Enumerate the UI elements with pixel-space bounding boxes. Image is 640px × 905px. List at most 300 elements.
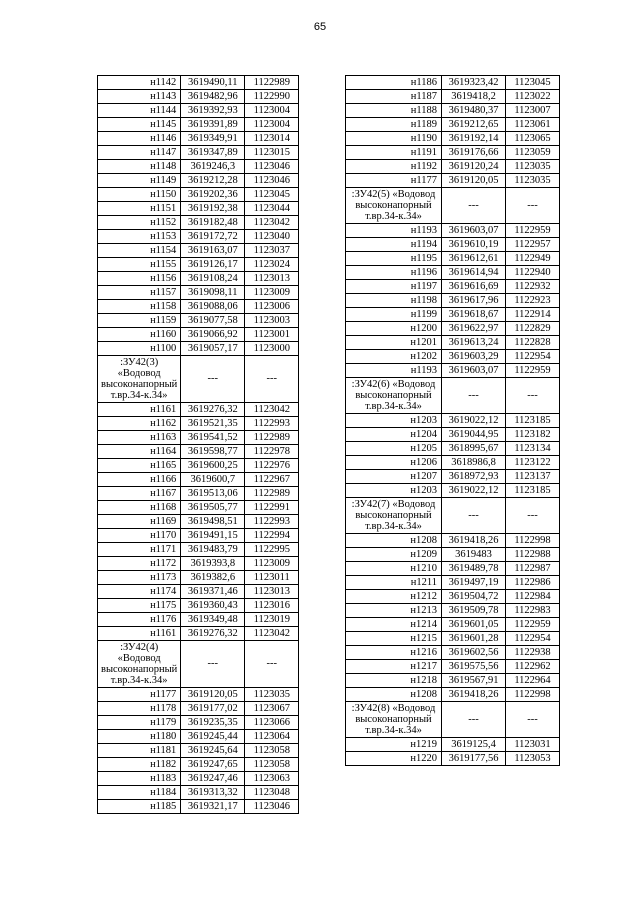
table-row: [346, 534, 560, 548]
group-label-cell: :ЗУ42(5) «Водовод высоконапорный т.вр.34-к.34»: [346, 188, 442, 224]
y-coordinate-cell: 1123042: [245, 627, 299, 641]
point-name-cell: н1143: [98, 90, 181, 104]
y-coordinate-cell: 1123134: [506, 442, 560, 456]
table-row: [98, 174, 299, 188]
y-coordinate-cell: 1123003: [245, 314, 299, 328]
point-name-cell: н1210: [346, 562, 442, 576]
table-row: [98, 515, 299, 529]
y-coordinate-cell: 1123046: [245, 160, 299, 174]
x-coordinate-cell: 3619235,35: [181, 716, 245, 730]
table-row: [98, 501, 299, 515]
x-coordinate-cell: 3619347,89: [181, 146, 245, 160]
x-coordinate-cell: 3619349,48: [181, 613, 245, 627]
y-coordinate-cell: 1123046: [245, 800, 299, 814]
x-coordinate-cell: 3619509,78: [442, 604, 506, 618]
y-coordinate-cell: 1122954: [506, 632, 560, 646]
x-coordinate-cell: 3619247,46: [181, 772, 245, 786]
point-name-cell: н1218: [346, 674, 442, 688]
point-name-cell: н1149: [98, 174, 181, 188]
point-name-cell: н1197: [346, 280, 442, 294]
table-row: [98, 188, 299, 202]
point-name-cell: н1201: [346, 336, 442, 350]
y-coordinate-cell: 1122995: [245, 543, 299, 557]
x-coordinate-cell: 3619313,32: [181, 786, 245, 800]
table-row: [346, 548, 560, 562]
table-row: [98, 702, 299, 716]
x-coordinate-cell: ---: [442, 498, 506, 534]
table-row: [98, 300, 299, 314]
point-name-cell: н1159: [98, 314, 181, 328]
y-coordinate-cell: 1123046: [245, 174, 299, 188]
table-row: [346, 456, 560, 470]
y-coordinate-cell: 1123009: [245, 557, 299, 571]
table-row: [98, 118, 299, 132]
x-coordinate-cell: 3618986,8: [442, 456, 506, 470]
x-coordinate-cell: 3619177,56: [442, 752, 506, 766]
table-row: [98, 473, 299, 487]
table-row: [98, 216, 299, 230]
x-coordinate-cell: 3619602,56: [442, 646, 506, 660]
table-row: [346, 604, 560, 618]
point-name-cell: н1185: [98, 800, 181, 814]
table-row: [346, 266, 560, 280]
x-coordinate-cell: 3619513,06: [181, 487, 245, 501]
x-coordinate-cell: 3618972,93: [442, 470, 506, 484]
y-coordinate-cell: 1122994: [245, 529, 299, 543]
point-name-cell: н1191: [346, 146, 442, 160]
y-coordinate-cell: 1122967: [245, 473, 299, 487]
y-coordinate-cell: 1122923: [506, 294, 560, 308]
point-name-cell: н1156: [98, 272, 181, 286]
point-name-cell: н1217: [346, 660, 442, 674]
table-row: [346, 308, 560, 322]
point-name-cell: н1205: [346, 442, 442, 456]
point-name-cell: н1177: [98, 688, 181, 702]
x-coordinate-cell: 3619120,05: [181, 688, 245, 702]
x-coordinate-cell: 3619391,89: [181, 118, 245, 132]
table-row: [346, 336, 560, 350]
x-coordinate-cell: ---: [181, 356, 245, 403]
x-coordinate-cell: ---: [442, 378, 506, 414]
point-name-cell: н1206: [346, 456, 442, 470]
y-coordinate-cell: 1122954: [506, 350, 560, 364]
point-name-cell: н1142: [98, 76, 181, 90]
table-row: [98, 132, 299, 146]
table-row: [346, 470, 560, 484]
x-coordinate-cell: 3619418,26: [442, 534, 506, 548]
table-row: [346, 562, 560, 576]
table-row: [346, 104, 560, 118]
table-row: [346, 238, 560, 252]
point-name-cell: н1180: [98, 730, 181, 744]
x-coordinate-cell: 3619182,48: [181, 216, 245, 230]
y-coordinate-cell: 1123009: [245, 286, 299, 300]
y-coordinate-cell: 1123035: [506, 160, 560, 174]
y-coordinate-cell: 1122932: [506, 280, 560, 294]
group-header-row: [346, 702, 560, 738]
x-coordinate-cell: 3619616,69: [442, 280, 506, 294]
x-coordinate-cell: 3619247,65: [181, 758, 245, 772]
y-coordinate-cell: 1123011: [245, 571, 299, 585]
x-coordinate-cell: 3619246,3: [181, 160, 245, 174]
y-coordinate-cell: 1122938: [506, 646, 560, 660]
table-row: [98, 286, 299, 300]
table-row: [346, 280, 560, 294]
x-coordinate-cell: 3619120,24: [442, 160, 506, 174]
table-row: [346, 484, 560, 498]
y-coordinate-cell: 1123007: [506, 104, 560, 118]
table-row: [98, 543, 299, 557]
point-name-cell: н1179: [98, 716, 181, 730]
group-label-cell: :ЗУ42(7) «Водовод высоконапорный т.вр.34-к.34»: [346, 498, 442, 534]
x-coordinate-cell: 3619098,11: [181, 286, 245, 300]
point-name-cell: н1150: [98, 188, 181, 202]
y-coordinate-cell: 1122959: [506, 364, 560, 378]
table-row: [98, 160, 299, 174]
y-coordinate-cell: 1122959: [506, 224, 560, 238]
table-row: [98, 459, 299, 473]
x-coordinate-cell: 3619521,35: [181, 417, 245, 431]
point-name-cell: н1190: [346, 132, 442, 146]
x-coordinate-cell: 3619192,38: [181, 202, 245, 216]
x-coordinate-cell: 3619610,19: [442, 238, 506, 252]
x-coordinate-cell: 3619323,42: [442, 76, 506, 90]
y-coordinate-cell: 1122962: [506, 660, 560, 674]
table-row: [98, 202, 299, 216]
x-coordinate-cell: 3619504,72: [442, 590, 506, 604]
y-coordinate-cell: 1122983: [506, 604, 560, 618]
y-coordinate-cell: 1123004: [245, 118, 299, 132]
group-label-cell: :ЗУ42(3) «Водовод высоконапорный т.вр.34-к.34»: [98, 356, 181, 403]
x-coordinate-cell: 3619382,6: [181, 571, 245, 585]
y-coordinate-cell: 1122940: [506, 266, 560, 280]
x-coordinate-cell: 3619392,93: [181, 104, 245, 118]
y-coordinate-cell: ---: [506, 702, 560, 738]
coordinates-table-left: [97, 75, 299, 814]
point-name-cell: н1204: [346, 428, 442, 442]
y-coordinate-cell: 1123035: [506, 174, 560, 188]
point-name-cell: н1147: [98, 146, 181, 160]
x-coordinate-cell: 3619245,44: [181, 730, 245, 744]
table-row: [98, 314, 299, 328]
table-row: [346, 252, 560, 266]
x-coordinate-cell: 3619212,28: [181, 174, 245, 188]
y-coordinate-cell: ---: [506, 378, 560, 414]
table-row: [346, 576, 560, 590]
y-coordinate-cell: 1123045: [506, 76, 560, 90]
x-coordinate-cell: 3619177,02: [181, 702, 245, 716]
y-coordinate-cell: 1123067: [245, 702, 299, 716]
point-name-cell: н1146: [98, 132, 181, 146]
x-coordinate-cell: 3619360,43: [181, 599, 245, 613]
y-coordinate-cell: 1123185: [506, 414, 560, 428]
table-row: [346, 350, 560, 364]
table-row: [98, 529, 299, 543]
point-name-cell: н1207: [346, 470, 442, 484]
x-coordinate-cell: 3619418,2: [442, 90, 506, 104]
point-name-cell: н1182: [98, 758, 181, 772]
table-row: [98, 445, 299, 459]
x-coordinate-cell: 3619077,58: [181, 314, 245, 328]
table-row: [98, 557, 299, 571]
y-coordinate-cell: 1123045: [245, 188, 299, 202]
table-row: [98, 744, 299, 758]
table-row: [346, 146, 560, 160]
group-label-cell: :ЗУ42(6) «Водовод высоконапорный т.вр.34-к.34»: [346, 378, 442, 414]
point-name-cell: н1202: [346, 350, 442, 364]
y-coordinate-cell: 1123066: [245, 716, 299, 730]
table-row: [98, 431, 299, 445]
point-name-cell: н1175: [98, 599, 181, 613]
y-coordinate-cell: ---: [245, 641, 299, 688]
right-table-body: [346, 76, 560, 766]
table-row: [346, 646, 560, 660]
table-row: [346, 674, 560, 688]
x-coordinate-cell: 3619618,67: [442, 308, 506, 322]
point-name-cell: н1164: [98, 445, 181, 459]
point-name-cell: н1162: [98, 417, 181, 431]
table-row: [98, 146, 299, 160]
point-name-cell: н1189: [346, 118, 442, 132]
table-row: [346, 322, 560, 336]
table-row: [346, 442, 560, 456]
y-coordinate-cell: 1123019: [245, 613, 299, 627]
point-name-cell: н1203: [346, 484, 442, 498]
x-coordinate-cell: 3619321,17: [181, 800, 245, 814]
point-name-cell: н1172: [98, 557, 181, 571]
y-coordinate-cell: 1122976: [245, 459, 299, 473]
x-coordinate-cell: 3619603,07: [442, 364, 506, 378]
table-row: [98, 76, 299, 90]
point-name-cell: н1168: [98, 501, 181, 515]
x-coordinate-cell: 3619022,12: [442, 414, 506, 428]
x-coordinate-cell: 3619172,72: [181, 230, 245, 244]
table-row: [346, 160, 560, 174]
table-row: [346, 90, 560, 104]
x-coordinate-cell: 3618995,67: [442, 442, 506, 456]
y-coordinate-cell: 1122978: [245, 445, 299, 459]
point-name-cell: н1216: [346, 646, 442, 660]
x-coordinate-cell: 3619541,52: [181, 431, 245, 445]
table-row: [98, 758, 299, 772]
point-name-cell: н1155: [98, 258, 181, 272]
y-coordinate-cell: 1122828: [506, 336, 560, 350]
point-name-cell: н1148: [98, 160, 181, 174]
y-coordinate-cell: 1123063: [245, 772, 299, 786]
x-coordinate-cell: 3619022,12: [442, 484, 506, 498]
y-coordinate-cell: 1122984: [506, 590, 560, 604]
group-label-cell: :ЗУ42(4) «Водовод высоконапорный т.вр.34-к.34»: [98, 641, 181, 688]
point-name-cell: н1152: [98, 216, 181, 230]
y-coordinate-cell: ---: [245, 356, 299, 403]
table-row: [346, 738, 560, 752]
y-coordinate-cell: 1122998: [506, 534, 560, 548]
x-coordinate-cell: 3619613,24: [442, 336, 506, 350]
y-coordinate-cell: 1123122: [506, 456, 560, 470]
table-row: [346, 132, 560, 146]
table-row: [346, 618, 560, 632]
point-name-cell: н1209: [346, 548, 442, 562]
point-name-cell: н1171: [98, 543, 181, 557]
x-coordinate-cell: 3619483: [442, 548, 506, 562]
x-coordinate-cell: 3619192,14: [442, 132, 506, 146]
y-coordinate-cell: 1122987: [506, 562, 560, 576]
table-row: [98, 571, 299, 585]
table-row: [98, 403, 299, 417]
y-coordinate-cell: 1123004: [245, 104, 299, 118]
x-coordinate-cell: 3619212,65: [442, 118, 506, 132]
table-row: [346, 76, 560, 90]
point-name-cell: н1200: [346, 322, 442, 336]
table-row: [98, 772, 299, 786]
x-coordinate-cell: 3619498,51: [181, 515, 245, 529]
point-name-cell: н1161: [98, 627, 181, 641]
table-row: [98, 627, 299, 641]
y-coordinate-cell: 1122829: [506, 322, 560, 336]
point-name-cell: н1214: [346, 618, 442, 632]
table-row: [346, 414, 560, 428]
table-row: [98, 342, 299, 356]
point-name-cell: н1157: [98, 286, 181, 300]
point-name-cell: н1181: [98, 744, 181, 758]
y-coordinate-cell: 1123137: [506, 470, 560, 484]
x-coordinate-cell: 3619600,25: [181, 459, 245, 473]
point-name-cell: н1153: [98, 230, 181, 244]
y-coordinate-cell: 1123058: [245, 744, 299, 758]
page-number: 65: [313, 21, 327, 33]
y-coordinate-cell: 1122991: [245, 501, 299, 515]
x-coordinate-cell: 3619349,91: [181, 132, 245, 146]
table-row: [346, 688, 560, 702]
x-coordinate-cell: ---: [181, 641, 245, 688]
table-row: [98, 730, 299, 744]
point-name-cell: н1187: [346, 90, 442, 104]
x-coordinate-cell: 3619601,05: [442, 618, 506, 632]
y-coordinate-cell: 1123035: [245, 688, 299, 702]
table-row: [346, 632, 560, 646]
y-coordinate-cell: 1123044: [245, 202, 299, 216]
y-coordinate-cell: 1123022: [506, 90, 560, 104]
group-header-row: [98, 641, 299, 688]
y-coordinate-cell: 1123064: [245, 730, 299, 744]
x-coordinate-cell: 3619622,97: [442, 322, 506, 336]
y-coordinate-cell: 1123059: [506, 146, 560, 160]
coordinates-table-right: [345, 75, 560, 766]
point-name-cell: н1165: [98, 459, 181, 473]
point-name-cell: н1195: [346, 252, 442, 266]
table-row: [346, 118, 560, 132]
x-coordinate-cell: 3619480,37: [442, 104, 506, 118]
y-coordinate-cell: 1122964: [506, 674, 560, 688]
x-coordinate-cell: 3619489,78: [442, 562, 506, 576]
point-name-cell: н1183: [98, 772, 181, 786]
y-coordinate-cell: 1123042: [245, 403, 299, 417]
y-coordinate-cell: 1123015: [245, 146, 299, 160]
table-row: [98, 104, 299, 118]
table-row: [98, 613, 299, 627]
y-coordinate-cell: 1122989: [245, 76, 299, 90]
y-coordinate-cell: 1122998: [506, 688, 560, 702]
y-coordinate-cell: ---: [506, 498, 560, 534]
x-coordinate-cell: 3619612,61: [442, 252, 506, 266]
point-name-cell: н1163: [98, 431, 181, 445]
y-coordinate-cell: 1122957: [506, 238, 560, 252]
y-coordinate-cell: 1122993: [245, 417, 299, 431]
point-name-cell: н1158: [98, 300, 181, 314]
table-row: [98, 258, 299, 272]
table-row: [98, 230, 299, 244]
point-name-cell: н1151: [98, 202, 181, 216]
group-header-row: [98, 356, 299, 403]
x-coordinate-cell: 3619044,95: [442, 428, 506, 442]
table-row: [346, 428, 560, 442]
table-row: [98, 244, 299, 258]
point-name-cell: н1169: [98, 515, 181, 529]
point-name-cell: н1167: [98, 487, 181, 501]
y-coordinate-cell: 1123014: [245, 132, 299, 146]
y-coordinate-cell: 1122986: [506, 576, 560, 590]
y-coordinate-cell: 1123013: [245, 585, 299, 599]
point-name-cell: н1193: [346, 364, 442, 378]
table-row: [98, 688, 299, 702]
x-coordinate-cell: 3619176,66: [442, 146, 506, 160]
y-coordinate-cell: 1123058: [245, 758, 299, 772]
x-coordinate-cell: 3619202,36: [181, 188, 245, 202]
table-row: [346, 364, 560, 378]
left-table-body: [98, 76, 299, 814]
point-name-cell: н1212: [346, 590, 442, 604]
y-coordinate-cell: 1123042: [245, 216, 299, 230]
table-row: [98, 417, 299, 431]
table-row: [346, 294, 560, 308]
point-name-cell: н1213: [346, 604, 442, 618]
y-coordinate-cell: 1122959: [506, 618, 560, 632]
point-name-cell: н1173: [98, 571, 181, 585]
y-coordinate-cell: 1122989: [245, 487, 299, 501]
point-name-cell: н1198: [346, 294, 442, 308]
y-coordinate-cell: 1122949: [506, 252, 560, 266]
y-coordinate-cell: 1123053: [506, 752, 560, 766]
y-coordinate-cell: 1123031: [506, 738, 560, 752]
x-coordinate-cell: 3619490,11: [181, 76, 245, 90]
table-row: [98, 328, 299, 342]
group-header-row: [346, 498, 560, 534]
point-name-cell: н1208: [346, 534, 442, 548]
y-coordinate-cell: 1123065: [506, 132, 560, 146]
point-name-cell: н1199: [346, 308, 442, 322]
x-coordinate-cell: 3619126,17: [181, 258, 245, 272]
point-name-cell: н1193: [346, 224, 442, 238]
x-coordinate-cell: 3619088,06: [181, 300, 245, 314]
x-coordinate-cell: 3619108,24: [181, 272, 245, 286]
y-coordinate-cell: 1122989: [245, 431, 299, 445]
x-coordinate-cell: 3619483,79: [181, 543, 245, 557]
table-row: [98, 800, 299, 814]
point-name-cell: н1192: [346, 160, 442, 174]
table-row: [346, 590, 560, 604]
table-row: [98, 786, 299, 800]
table-row: [346, 174, 560, 188]
x-coordinate-cell: 3619601,28: [442, 632, 506, 646]
table-row: [346, 224, 560, 238]
y-coordinate-cell: 1123016: [245, 599, 299, 613]
x-coordinate-cell: 3619163,07: [181, 244, 245, 258]
y-coordinate-cell: 1123001: [245, 328, 299, 342]
y-coordinate-cell: 1122988: [506, 548, 560, 562]
group-header-row: [346, 188, 560, 224]
x-coordinate-cell: 3619393,8: [181, 557, 245, 571]
y-coordinate-cell: 1123024: [245, 258, 299, 272]
